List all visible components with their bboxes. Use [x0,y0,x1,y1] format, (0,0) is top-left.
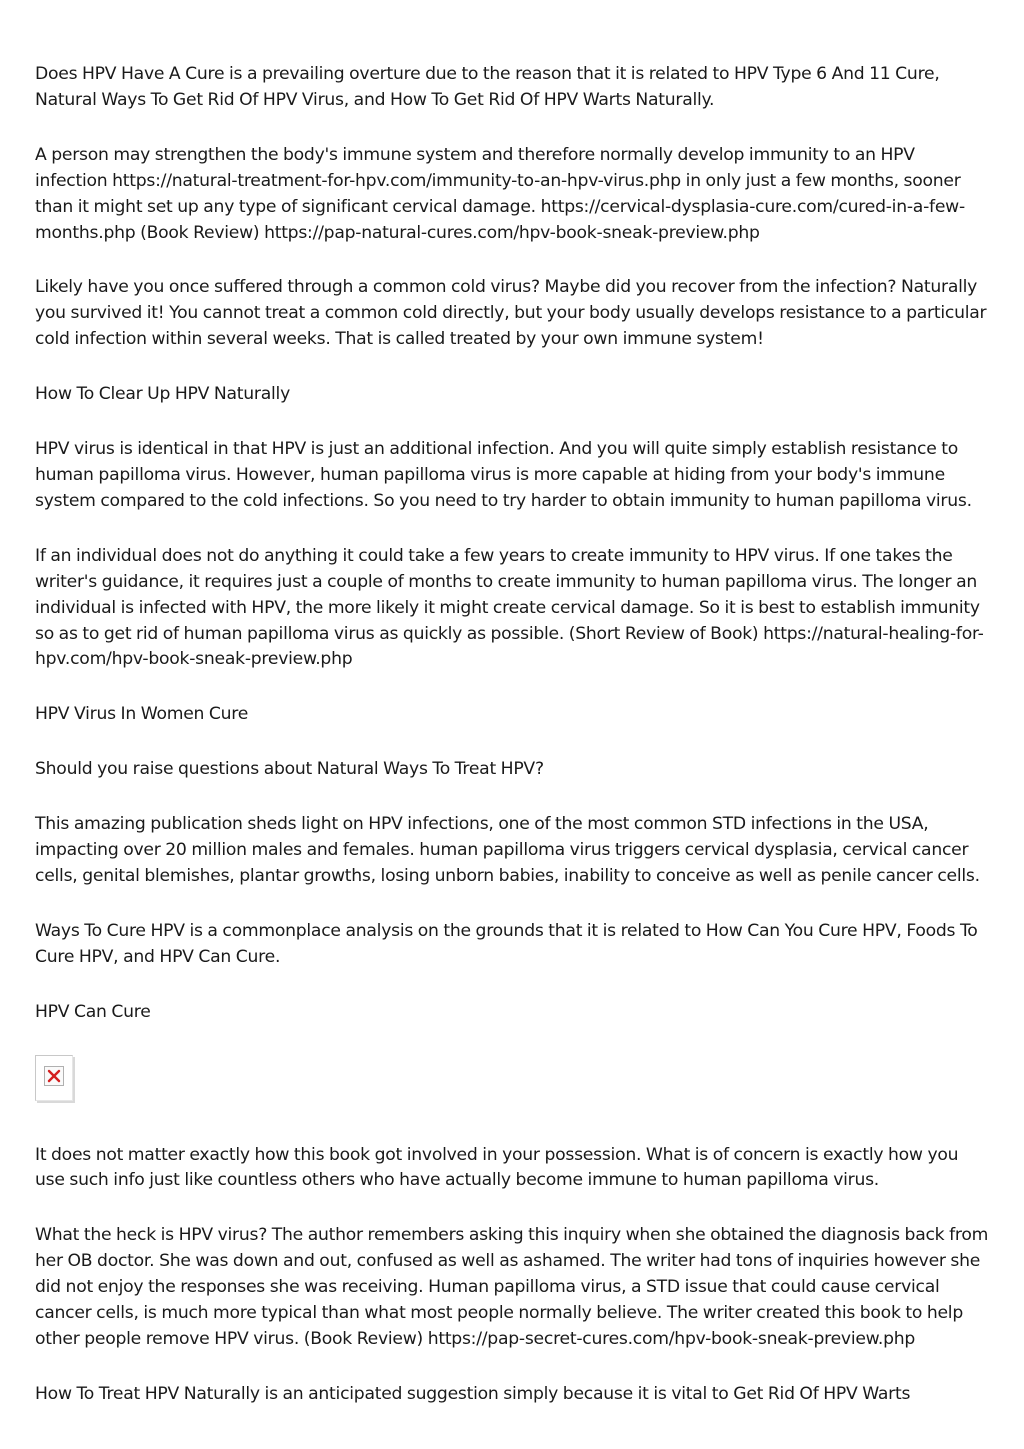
article-body [35,62,990,1437]
heading-clear-up-hpv: How To Clear Up HPV Naturally [35,384,290,405]
heading-hpv-women-cure: HPV Virus In Women Cure [35,704,249,725]
red-x-icon [46,1068,62,1084]
paragraph-treat-naturally: How To Treat HPV Naturally is an anticipated suggestion simply because it is vital to Get Rid Of HPV Warts [35,1383,911,1404]
paragraph-hpv-identical: HPV virus is identical in that HPV is just an additional infection. And you will quite simply establish resistance to human papilloma virus. However, human papilloma virus is more capable at hiding from your body's immune system compared to the cold infections. So you need to try harder to obtain immunity to human papilloma virus. [35,439,972,511]
paragraph-common-cold: Likely have you once suffered through a common cold virus? Maybe did you recover from the infection? Naturally you survived it! You cannot treat a common cold directly, but your body usually develops resistance to a particular cold infection within several weeks. That is called treated by your own immune system! [35,277,987,350]
broken-image-icon [44,1066,64,1086]
paragraph-immune-system: A person may strengthen the body's immune system and therefore normally develop immunity to an HPV infection https://natural-treatment-for-hpv.com/immunity-to-an-hpv-virus.php in only just a few months, sooner than it might set up any type of significant cervical damage. https://cervical-dysplasia-cure.com/cured-in-a-few-months.php (Book Review) https://pap-natural-cures.com/hpv-book-sneak-preview.php [35,144,965,243]
paragraph-what-is-hpv: What the heck is HPV virus? The author remembers asking this inquiry when she obtained the diagnosis back from her OB doctor. She was down and out, confused as well as ashamed. The writer had tons of inquiries however she did not enjoy the responses she was receiving. Human papilloma virus, a STD issue that could cause cervical cancer cells, is much more typical than what most people normally believe. The writer created this book to help other people remove HPV virus. (Book Review) https://pap-secret-cures.com/hpv-book-sneak-preview.php [35,1225,989,1349]
paragraph-book-possession: It does not matter exactly how this book got involved in your possession. What is of concern is exactly how you use such info just like countless others who have actually become immune to human papilloma virus. [35,1144,959,1191]
paragraph-intro: Does HPV Have A Cure is a prevailing overture due to the reason that it is related to HPV Type 6 And 11 Cure, Natural Ways To Get Rid Of HPV Virus, and How To Get Rid Of HPV Warts Naturally. [35,64,940,110]
broken-image-placeholder [35,1055,73,1101]
paragraph-publication: This amazing publication sheds light on HPV infections, one of the most common STD infections in the USA, impacting over 20 million males and females. human papilloma virus triggers cervical dysplasia, cervical cancer cells, genital blemishes, plantar growths, losing unborn babies, inability to conceive as well as penile cancer cells. [35,814,980,886]
heading-hpv-can-cure: HPV Can Cure [35,1001,151,1022]
paragraph-raise-questions: Should you raise questions about Natural Ways To Treat HPV? [35,759,544,780]
paragraph-ways-to-cure: Ways To Cure HPV is a commonplace analysis on the grounds that it is related to How Can You Cure HPV, Foods To Cure HPV, and HPV Can Cure. [35,920,978,967]
paragraph-individual-immunity: If an individual does not do anything it could take a few years to create immunity to HPV virus. If one takes the writer's guidance, it requires just a couple of months to create immunity to human papilloma virus. The longer an individual is infected with HPV, the more likely it might create cervical damage. So it is best to establish immunity so as to get rid of human papilloma virus as quickly as possible. (Short Review of Book) https://natural-healing-for-hpv.com/hpv-book-sneak-preview.php [35,545,984,670]
